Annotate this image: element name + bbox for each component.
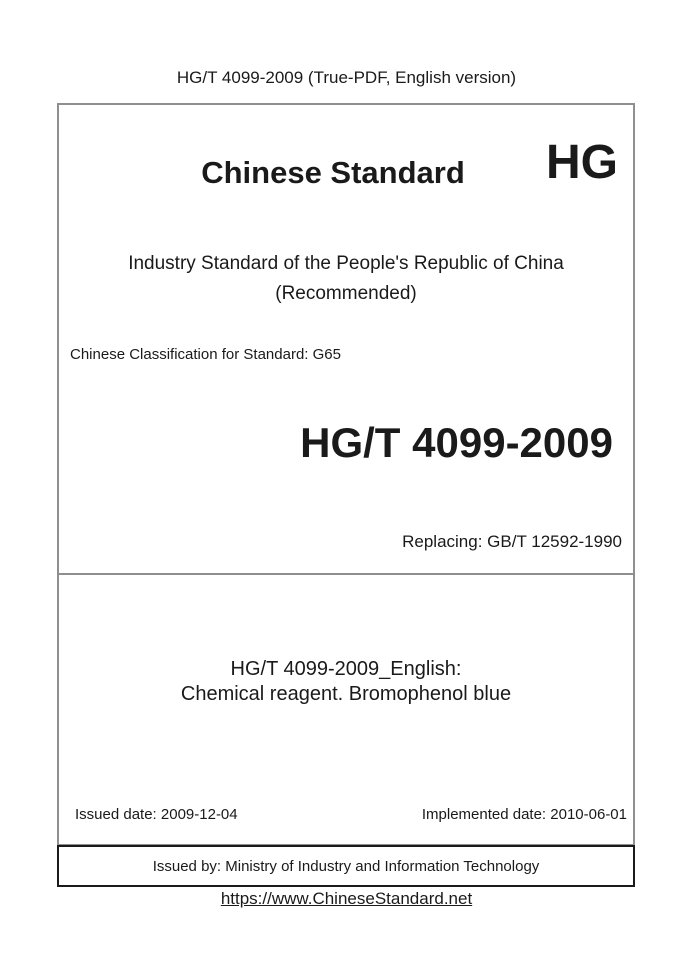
replacing-note: Replacing: GB/T 12592-1990 [402,532,622,551]
issued-by-text: Issued by: Ministry of Industry and Information Technology [152,857,540,875]
standard-type [59,249,633,309]
brand-code: HG [546,136,618,189]
english-title [59,657,633,707]
page-header: HG/T 4099-2009 (True-PDF, English version) [176,68,517,87]
english-title-line2: Chemical reagent. Bromophenol blue [180,683,512,705]
standard-type-line1: Industry Standard of the People's Republic of China [128,253,564,274]
standard-type-line2: (Recommended) [275,283,417,304]
footer-link[interactable]: https://www.ChineseStandard.net [220,889,473,908]
english-title-line1: HG/T 4099-2009_English: [230,658,462,680]
implemented-date: Implemented date: 2010-06-01 [421,806,627,823]
classification-code: Chinese Classification for Standard: G65 [70,346,341,363]
brand-title: Chinese Standard [201,155,465,190]
section-divider [59,573,633,575]
dates-row [75,807,627,824]
standard-number: HG/T 4099-2009 [300,419,613,466]
cover-main-box [57,103,635,846]
issued-date: Issued date: 2009-12-04 [75,806,238,823]
issuer-box [57,845,635,887]
